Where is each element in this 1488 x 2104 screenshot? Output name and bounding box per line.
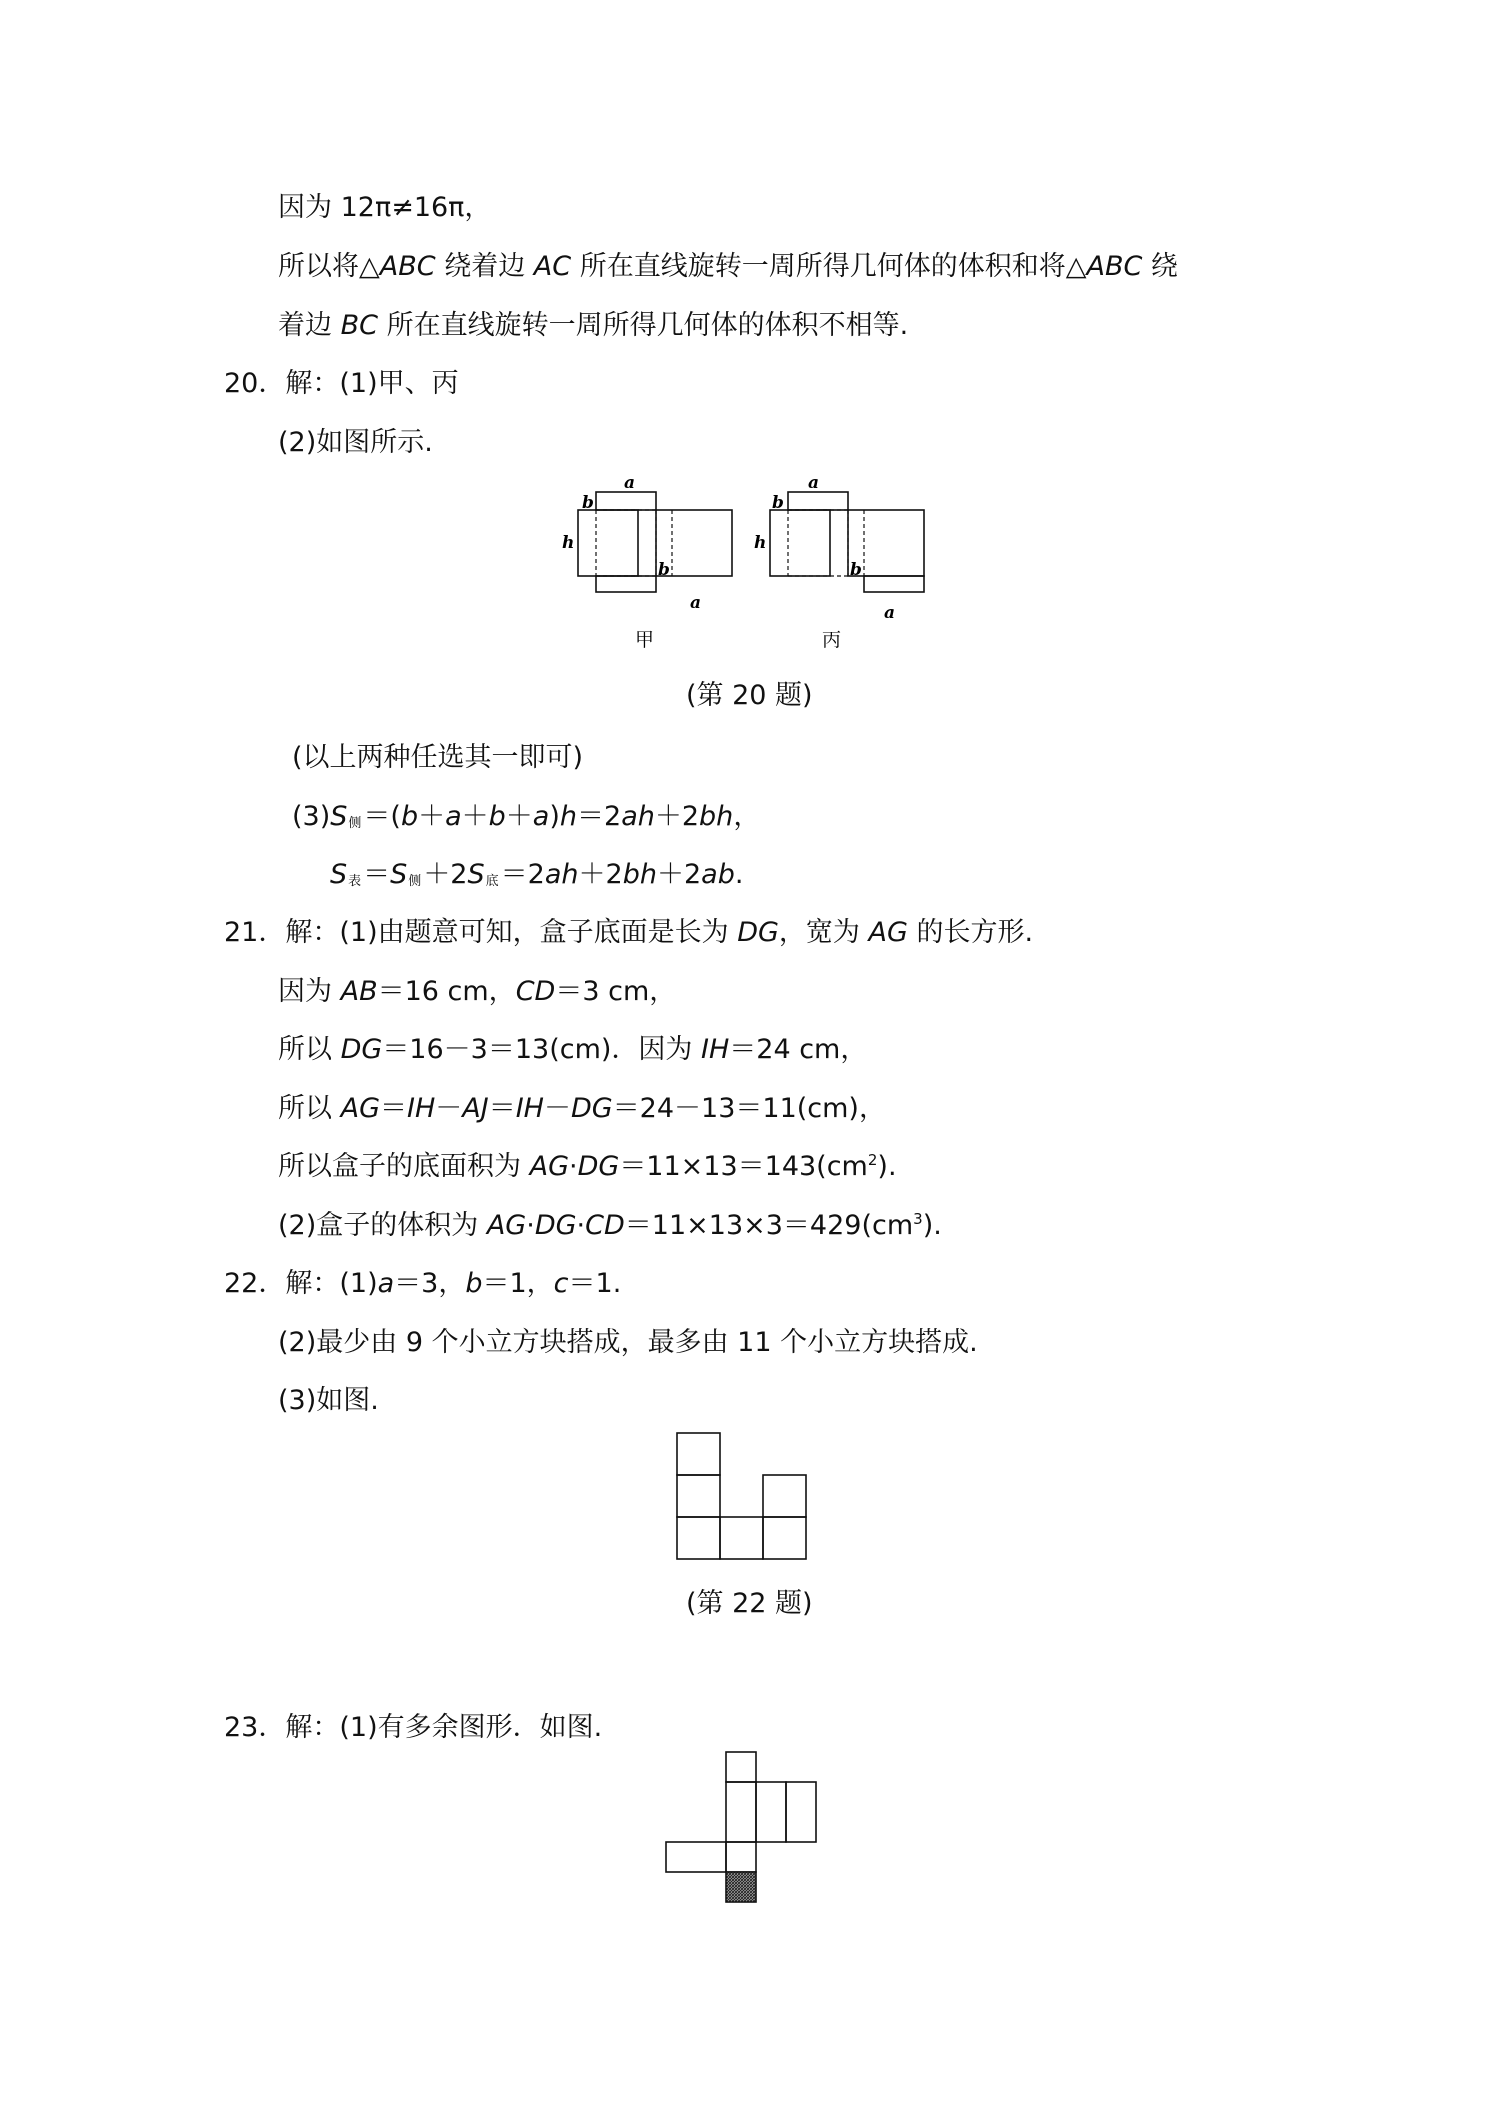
q22-line-3: (3)如图. <box>278 1385 379 1416</box>
q20-note: (以上两种任选其一即可) <box>292 742 584 773</box>
jia-label-b-top: b <box>582 493 594 513</box>
q20-net-jia <box>560 473 740 656</box>
q23-figure <box>664 1751 824 1911</box>
q21-number: 21． <box>224 917 286 948</box>
q21-line-1: 21．解：(1)由题意可知，盒子底面是长为 DG，宽为 AG 的长方形. <box>224 917 1034 948</box>
jia-label-a-bottom: a <box>690 593 702 613</box>
q21-line-4: 所以 AG＝IH－AJ＝IH－DG＝24－13＝11(cm)， <box>278 1093 886 1124</box>
q21-line-3: 所以 DG＝16－3＝13(cm)．因为 IH＝24 cm， <box>278 1034 868 1065</box>
q21-line-5: 所以盒子的底面积为 $AG\cdot DG=11\times 13=143(cm^2)$. <box>278 1151 897 1182</box>
q21-line-6: (2)盒子的体积为 $AG\cdot DG\cdot CD=11\times 13\times 3=429(cm^3)$. <box>278 1210 942 1241</box>
bing-label-b-top: b <box>772 493 784 513</box>
jia-label-h: h <box>562 533 575 553</box>
q22-figure-caption: (第 22 题) <box>686 1588 813 1619</box>
q20-formula-surface: S表＝S侧＋2S底＝2ah＋2bh＋2ab. <box>330 859 744 890</box>
q19-line-3: 着边 BC 所在直线旋转一周所得几何体的体积不相等. <box>278 310 909 341</box>
bing-label-a-top: a <box>808 473 820 493</box>
q20-formula-lateral: (3)S侧＝(b＋a＋b＋a)h＝2ah＋2bh， <box>292 801 761 832</box>
q23-line-1: 23．解：(1)有多余图形．如图. <box>224 1712 603 1743</box>
q20-line-2: (2)如图所示. <box>278 427 433 458</box>
jia-label-a-top: a <box>624 473 636 493</box>
q22-number: 22． <box>224 1268 286 1299</box>
q22-line-1: 22．解：(1)a＝3，b＝1，c＝1. <box>224 1268 622 1299</box>
jia-caption: 甲 <box>635 629 655 651</box>
q23-shaded-square <box>726 1872 756 1902</box>
bing-caption: 丙 <box>822 629 842 651</box>
q22-figure <box>676 1432 810 1566</box>
bing-label-b-mid: b <box>850 560 862 580</box>
q21-line-2: 因为 AB＝16 cm，CD＝3 cm， <box>278 976 677 1007</box>
bing-label-h: h <box>754 533 767 553</box>
q19-line-1: 因为 12π≠16π， <box>278 192 492 223</box>
q20-net-bing <box>752 473 932 656</box>
jia-label-b-mid: b <box>658 560 670 580</box>
q20-line-1: 20．解：(1)甲、丙 <box>224 368 459 399</box>
bing-label-a-bottom: a <box>884 603 896 623</box>
q20-figure-caption: (第 20 题) <box>686 680 813 711</box>
q20-number: 20． <box>224 368 286 399</box>
q22-line-2: (2)最少由 9 个小立方块搭成，最多由 11 个小立方块搭成. <box>278 1327 978 1358</box>
q23-number: 23． <box>224 1712 286 1743</box>
q19-line-2: 所以将△ABC 绕着边 AC 所在直线旋转一周所得几何体的体积和将△ABC 绕 <box>278 251 1178 282</box>
